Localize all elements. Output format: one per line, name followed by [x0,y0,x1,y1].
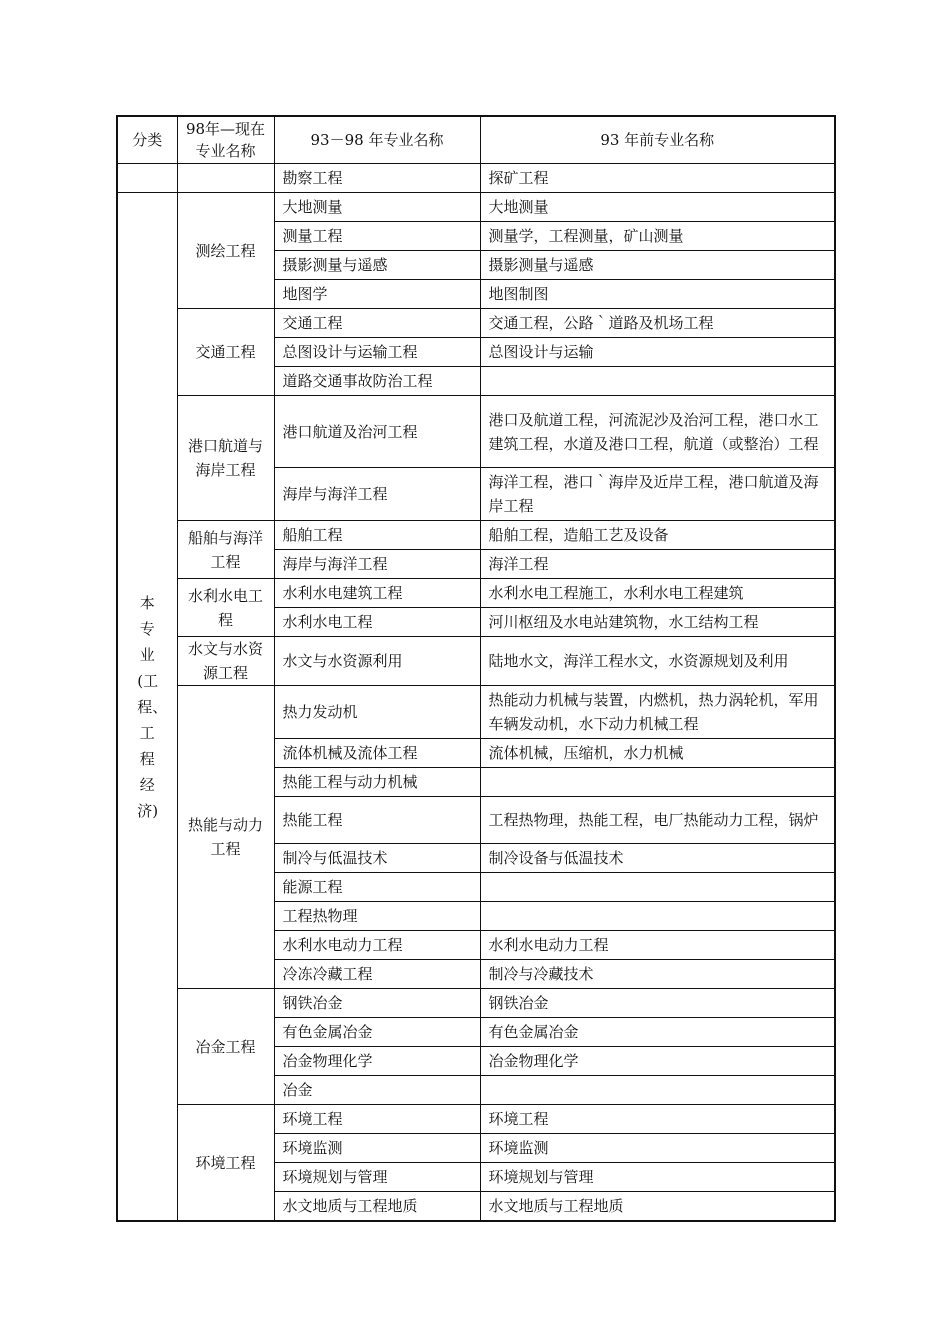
major-93-98-cell: 冶金 [274,1076,480,1105]
major-93-98-cell: 海岸与海洋工程 [274,468,480,521]
table-row [117,396,835,468]
table-row [117,637,835,686]
major-pre-93-cell: 摄影测量与遥感 [480,251,835,280]
current-major-cell: 环境工程 [177,1105,274,1222]
major-pre-93-cell: 港口及航道工程，河流泥沙及治河工程，港口水工建筑工程，水道及港口工程，航道（或整治）工程 [480,396,835,468]
major-pre-93-cell: 环境规划与管理 [480,1163,835,1192]
header-93-98-major: 93－98 年专业名称 [274,116,480,164]
major-93-98-cell: 冷冻冷藏工程 [274,960,480,989]
table-row [117,521,835,550]
major-93-98-cell: 测量工程 [274,222,480,251]
major-pre-93-cell: 制冷设备与低温技术 [480,844,835,873]
major-93-98-cell: 热能工程 [274,797,480,844]
current-major-cell: 港口航道与海岸工程 [177,396,274,521]
major-pre-93-cell: 水利水电动力工程 [480,931,835,960]
table-header-row [117,116,835,164]
major-pre-93-cell: 海洋工程，港口｀海岸及近岸工程，港口航道及海岸工程 [480,468,835,521]
major-93-98-cell: 船舶工程 [274,521,480,550]
major-pre-93-cell [480,367,835,396]
table-row [117,579,835,608]
current-major-cell: 测绘工程 [177,193,274,309]
major-pre-93-cell: 船舶工程，造船工艺及设备 [480,521,835,550]
major-pre-93-cell: 制冷与冷藏技术 [480,960,835,989]
major-93-98-cell: 海岸与海洋工程 [274,550,480,579]
major-pre-93-cell: 水利水电工程施工，水利水电工程建筑 [480,579,835,608]
major-pre-93-cell [480,902,835,931]
current-major-cell: 冶金工程 [177,989,274,1105]
major-pre-93-cell: 热能动力机械与装置，内燃机，热力涡轮机，军用车辆发动机，水下动力机械工程 [480,686,835,739]
header-pre-93-major: 93 年前专业名称 [480,116,835,164]
category-cell [117,193,177,1222]
major-93-98-cell: 交通工程 [274,309,480,338]
major-pre-93-cell: 河川枢纽及水电站建筑物，水工结构工程 [480,608,835,637]
major-pre-93-cell [480,873,835,902]
header-current-major: 98年—现在专业名称 [177,116,274,164]
major-pre-93-cell: 环境监测 [480,1134,835,1163]
category-label: 本专业(工程、工程经济) [137,593,168,820]
table-row [117,1105,835,1134]
major-93-98-cell: 水利水电建筑工程 [274,579,480,608]
major-93-98-cell: 能源工程 [274,873,480,902]
major-93-98-cell: 流体机械及流体工程 [274,739,480,768]
major-pre-93-cell: 测量学，工程测量，矿山测量 [480,222,835,251]
major-pre-93-cell: 陆地水文，海洋工程水文，水资源规划及利用 [480,637,835,686]
table-row [117,193,835,222]
document-page [116,115,834,1222]
empty-cell [177,164,274,193]
major-93-98-cell: 勘察工程 [274,164,480,193]
major-93-98-cell: 环境工程 [274,1105,480,1134]
major-pre-93-cell [480,768,835,797]
current-major-cell: 水文与水资源工程 [177,637,274,686]
current-major-cell: 水利水电工程 [177,579,274,637]
major-93-98-cell: 地图学 [274,280,480,309]
major-93-98-cell: 有色金属冶金 [274,1018,480,1047]
table-row [117,686,835,739]
major-pre-93-cell: 有色金属冶金 [480,1018,835,1047]
major-pre-93-cell: 大地测量 [480,193,835,222]
major-93-98-cell: 港口航道及治河工程 [274,396,480,468]
major-93-98-cell: 总图设计与运输工程 [274,338,480,367]
major-93-98-cell: 钢铁冶金 [274,989,480,1018]
major-pre-93-cell: 流体机械，压缩机，水力机械 [480,739,835,768]
current-major-cell: 交通工程 [177,309,274,396]
empty-cell [117,164,177,193]
major-93-98-cell: 水利水电动力工程 [274,931,480,960]
major-pre-93-cell: 工程热物理，热能工程，电厂热能动力工程，锅炉 [480,797,835,844]
major-93-98-cell: 制冷与低温技术 [274,844,480,873]
major-mapping-table [116,115,836,1222]
major-pre-93-cell: 地图制图 [480,280,835,309]
major-93-98-cell: 环境监测 [274,1134,480,1163]
major-93-98-cell: 热能工程与动力机械 [274,768,480,797]
major-93-98-cell: 热力发动机 [274,686,480,739]
table-row [117,309,835,338]
major-93-98-cell: 水利水电工程 [274,608,480,637]
major-93-98-cell: 环境规划与管理 [274,1163,480,1192]
current-major-cell: 热能与动力工程 [177,686,274,989]
header-category: 分类 [117,116,177,164]
major-pre-93-cell: 交通工程，公路｀道路及机场工程 [480,309,835,338]
major-pre-93-cell: 探矿工程 [480,164,835,193]
major-pre-93-cell: 环境工程 [480,1105,835,1134]
major-93-98-cell: 水文与水资源利用 [274,637,480,686]
table-row [117,164,835,193]
major-93-98-cell: 水文地质与工程地质 [274,1192,480,1222]
current-major-cell: 船舶与海洋工程 [177,521,274,579]
major-pre-93-cell: 钢铁冶金 [480,989,835,1018]
major-93-98-cell: 道路交通事故防治工程 [274,367,480,396]
table-row [117,989,835,1018]
major-93-98-cell: 大地测量 [274,193,480,222]
major-pre-93-cell: 水文地质与工程地质 [480,1192,835,1222]
major-pre-93-cell: 海洋工程 [480,550,835,579]
major-93-98-cell: 工程热物理 [274,902,480,931]
major-pre-93-cell [480,1076,835,1105]
major-93-98-cell: 摄影测量与遥感 [274,251,480,280]
major-pre-93-cell: 总图设计与运输 [480,338,835,367]
major-pre-93-cell: 冶金物理化学 [480,1047,835,1076]
major-93-98-cell: 冶金物理化学 [274,1047,480,1076]
